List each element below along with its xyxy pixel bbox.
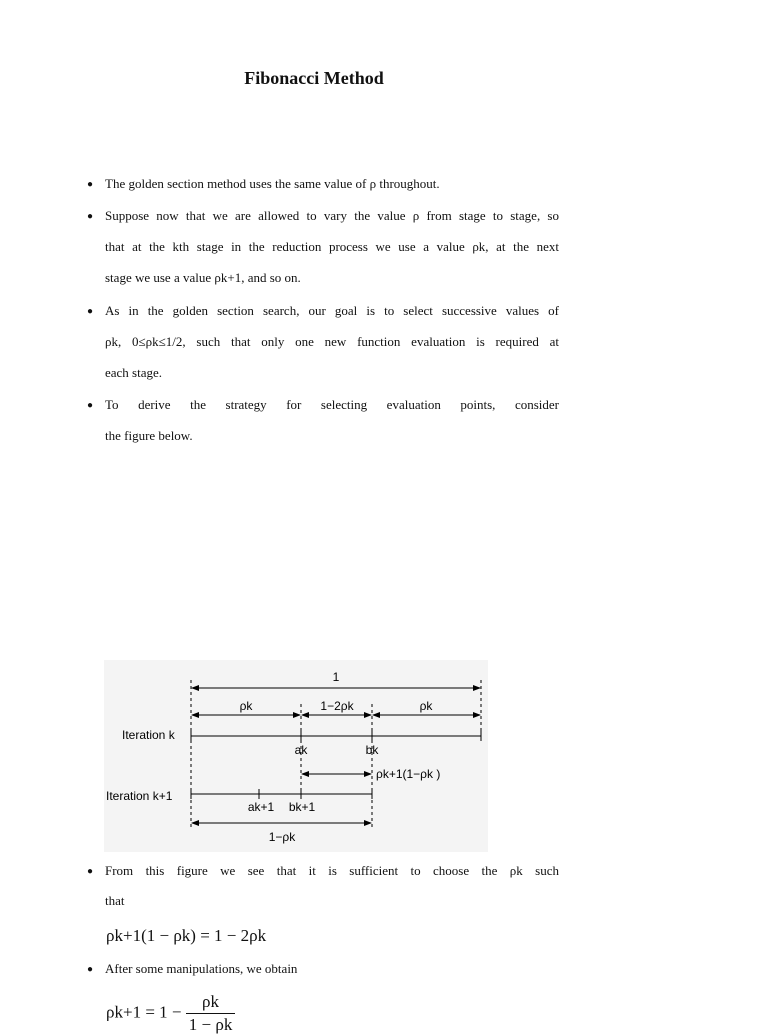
figure-a-k: ak [294,743,308,757]
figure-iteration-k: Iteration k [122,728,175,742]
bullet-4-line-2: the figure below. [105,428,193,443]
figure-svg [104,660,488,852]
equation-1: ρk+1(1 − ρk) = 1 − 2ρk [106,926,267,945]
page-title: Fibonacci Method [244,68,384,88]
bullet-1-text: The golden section method uses the same value of ρ throughout. [105,176,440,191]
bullet-4-line-1: To derive the strategy for selecting evaluation points, consider [105,397,559,412]
bullet-5-line-1: From this figure we see that it is sufficient to choose the ρk such [105,863,559,878]
figure-a-k1: ak+1 [247,800,275,814]
equation-2 [106,992,235,1035]
figure-b-k: bk [365,743,379,757]
figure-top-label: 1 [332,670,340,684]
bullet-marker: ● [87,400,94,411]
bullet-marker: ● [87,306,94,317]
figure-bottom-label: 1−ρk [268,830,296,844]
equation-2-lhs: ρk+1 = 1 − [106,1002,182,1022]
bullet-3-line-2: ρk, 0≤ρk≤1/2, such that only one new function evaluation is required at [105,334,559,349]
figure-rho-next: ρk+1(1−ρk ) [376,767,441,781]
bullet-3-line-3: each stage. [105,365,163,380]
figure-seg-right: ρk [419,699,433,713]
figure-seg-left: ρk [239,699,253,713]
bullet-marker: ● [87,866,94,877]
equation-2-numerator: ρk [186,992,236,1014]
equation-2-denominator: 1 − ρk [188,1015,233,1034]
interval-reduction-figure [104,660,488,852]
bullet-2-line-1: Suppose now that we are allowed to vary the value ρ from stage to stage, so [105,208,559,223]
bullet-6-text: After some manipulations, we obtain [105,961,298,976]
figure-b-k1: bk+1 [288,800,316,814]
bullet-2-line-3: stage we use a value ρk+1, and so on. [105,270,301,285]
figure-seg-mid: 1−2ρk [320,699,354,713]
bullet-marker: ● [87,964,94,975]
bullet-marker: ● [87,179,94,190]
figure-iteration-k1: Iteration k+1 [106,789,173,803]
bullet-2-line-2: that at the kth stage in the reduction process we use a value ρk, at the next [105,239,559,254]
bullet-3-line-1: As in the golden section search, our goal is to select successive values of [105,303,559,318]
equation-2-fraction [186,992,236,1035]
bullet-marker: ● [87,211,94,222]
bullet-5-line-2: that [105,893,125,908]
